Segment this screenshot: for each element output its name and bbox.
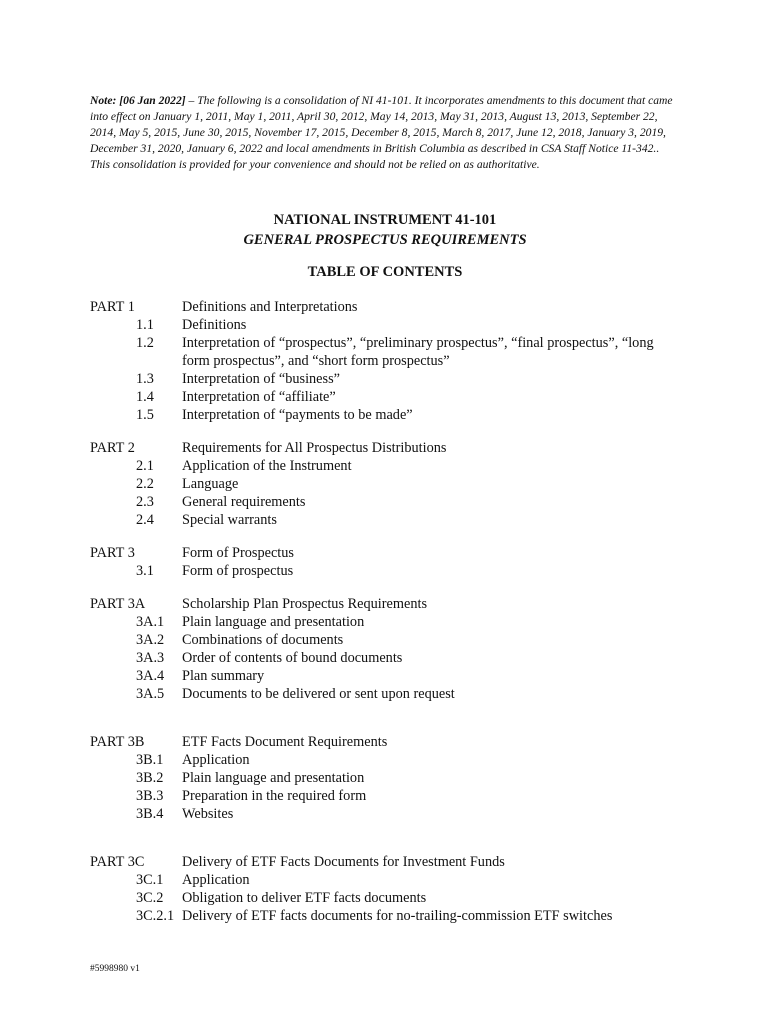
- toc-entry: [0, 649, 770, 667]
- toc-part-row: [0, 853, 770, 871]
- toc-entry-title: Websites: [182, 806, 234, 822]
- toc-entry-title: Definitions: [182, 317, 247, 333]
- toc-entry-number: 3A.3: [136, 650, 165, 666]
- toc-part-title: Definitions and Interpretations: [182, 299, 358, 315]
- toc-entry-number: 3B.3: [136, 788, 164, 804]
- document-title: NATIONAL INSTRUMENT 41-101: [273, 212, 497, 228]
- toc-part-title: Requirements for All Prospectus Distributions: [182, 440, 447, 456]
- toc-heading: TABLE OF CONTENTS: [307, 264, 463, 280]
- toc-entry: [0, 805, 770, 823]
- table-of-contents: [0, 298, 770, 940]
- toc-entry-title: Plain language and presentation: [182, 770, 365, 786]
- toc-part-row: [0, 439, 770, 457]
- toc-entry: [0, 388, 770, 406]
- toc-entry: [0, 406, 770, 424]
- toc-entry-title: Interpretation of “affiliate”: [182, 389, 336, 405]
- toc-part-title: Delivery of ETF Facts Documents for Investment Funds: [182, 854, 505, 870]
- toc-part-number: PART 2: [90, 440, 135, 456]
- note-lead: Note: [06 Jan 2022]: [90, 94, 186, 107]
- toc-entry-number: 1.1: [136, 317, 154, 333]
- toc-entry-number: 3B.1: [136, 752, 164, 768]
- toc-entry-title: Plan summary: [182, 668, 265, 684]
- document-subtitle: GENERAL PROSPECTUS REQUIREMENTS: [243, 232, 527, 248]
- toc-part-title: Scholarship Plan Prospectus Requirements: [182, 596, 428, 612]
- toc-part-number: PART 3A: [90, 596, 146, 612]
- toc-part-number: PART 3C: [90, 854, 145, 870]
- toc-entry-number: 1.5: [136, 407, 154, 423]
- toc-entry-title: Combinations of documents: [182, 632, 344, 648]
- toc-entry-number: 1.4: [136, 389, 154, 405]
- toc-entry: [0, 907, 770, 925]
- toc-entry: [0, 370, 770, 388]
- toc-part: [0, 439, 770, 529]
- toc-entry-number: 2.1: [136, 458, 154, 474]
- toc-entry: [0, 475, 770, 493]
- toc-entry-number: 3C.2.1: [136, 908, 175, 924]
- toc-entry-number: 2.4: [136, 512, 154, 528]
- toc-entry: [0, 613, 770, 631]
- toc-entry-number: 3B.4: [136, 806, 164, 822]
- toc-part-row: [0, 733, 770, 751]
- toc-entry-title: Application: [182, 872, 250, 888]
- toc-part: [0, 853, 770, 925]
- toc-entry-title: Application of the Instrument: [182, 458, 352, 474]
- toc-entry: [0, 889, 770, 907]
- toc-entry: [0, 493, 770, 511]
- toc-entry-title: Application: [182, 752, 250, 768]
- toc-part-title: Form of Prospectus: [182, 545, 294, 561]
- toc-entry: [0, 769, 770, 787]
- toc-entry: [0, 457, 770, 475]
- toc-part-row: [0, 595, 770, 613]
- toc-part-number: PART 3B: [90, 734, 145, 750]
- toc-part: [0, 595, 770, 703]
- toc-entry: [0, 667, 770, 685]
- toc-part-number: PART 1: [90, 299, 135, 315]
- toc-entry-number: 3A.4: [136, 668, 165, 684]
- toc-entry-title: Delivery of ETF facts documents for no-trailing-commission ETF switches: [182, 908, 613, 924]
- toc-entry-title: Interpretation of “business”: [182, 371, 341, 387]
- toc-entry-number: 3.1: [136, 563, 154, 579]
- document-id-footer: #5998980 v1: [90, 964, 140, 974]
- toc-entry-title: Form of prospectus: [182, 563, 294, 579]
- toc-entry: [0, 787, 770, 805]
- toc-entry-title: Obligation to deliver ETF facts documents: [182, 890, 427, 906]
- toc-entry-title: Order of contents of bound documents: [182, 650, 403, 666]
- toc-entry-title: Plain language and presentation: [182, 614, 365, 630]
- toc-entry: [0, 631, 770, 649]
- toc-part: [0, 733, 770, 823]
- toc-entry-number: 3A.5: [136, 686, 165, 702]
- consolidation-note: [90, 93, 680, 173]
- toc-entry: [0, 316, 770, 334]
- toc-entry: [0, 751, 770, 769]
- toc-entry: [0, 511, 770, 529]
- note-body: – The following is a consolidation of NI 41-101. It incorporates amendments to this document that came into effect on January 1, 2011, May 1, 2011, April 30, 2012, May 14, 2013, May 31, 2013, August 13, 2013, September 22, 2014, May 5, 2015, June 30, 2015, November 17, 2015, December 8, 2015, March 8, 2017, June 12, 2018, January 3, 2019, December 31, 2020, January 6, 2022 and local amendments in British Columbia as described in CSA Staff Notice 11-342.. This consolidation is provided for your convenience and should not be relied on as authoritative.: [90, 94, 673, 171]
- toc-part-number: PART 3: [90, 545, 135, 561]
- toc-entry: [0, 685, 770, 703]
- toc-entry-title: Interpretation of “prospectus”, “preliminary prospectus”, “final prospectus”, “long form prospectus”, and “short form prospectus”: [182, 335, 654, 369]
- toc-entry: [0, 871, 770, 889]
- toc-entry-number: 3A.2: [136, 632, 165, 648]
- toc-entry: [0, 562, 770, 580]
- toc-entry-number: 3A.1: [136, 614, 165, 630]
- toc-entry: [0, 334, 770, 370]
- toc-entry-number: 2.3: [136, 494, 154, 510]
- toc-entry-number: 1.3: [136, 371, 154, 387]
- toc-entry-title: Language: [182, 476, 239, 492]
- toc-entry-number: 3C.1: [136, 872, 164, 888]
- toc-part: [0, 298, 770, 424]
- toc-entry-title: Special warrants: [182, 512, 277, 528]
- toc-entry-number: 2.2: [136, 476, 154, 492]
- toc-part-row: [0, 544, 770, 562]
- toc-entry-title: Documents to be delivered or sent upon request: [182, 686, 455, 702]
- toc-entry-number: 3B.2: [136, 770, 164, 786]
- toc-part-title: ETF Facts Document Requirements: [182, 734, 388, 750]
- toc-entry-title: General requirements: [182, 494, 306, 510]
- toc-entry-number: 1.2: [136, 335, 154, 351]
- toc-entry-title: Interpretation of “payments to be made”: [182, 407, 413, 423]
- toc-part: [0, 544, 770, 580]
- toc-part-row: [0, 298, 770, 316]
- toc-entry-title: Preparation in the required form: [182, 788, 367, 804]
- toc-entry-number: 3C.2: [136, 890, 164, 906]
